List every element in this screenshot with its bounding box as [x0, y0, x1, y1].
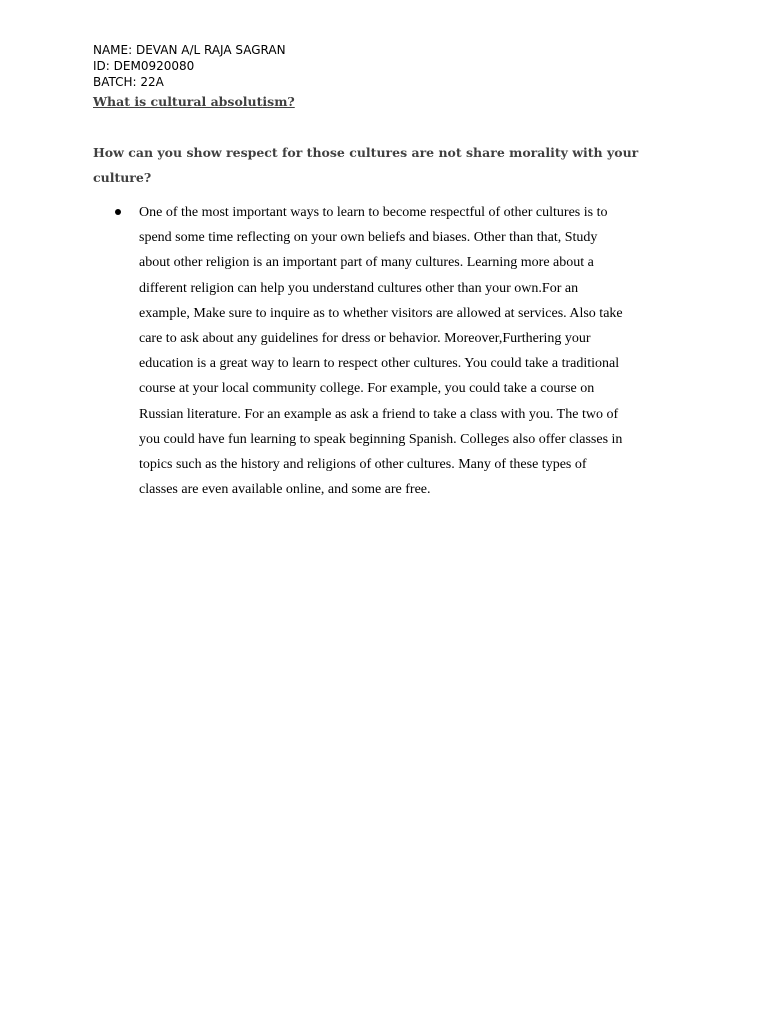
paragraph-line: about other religion is an important part of many cultures. Learning more about a: [139, 255, 594, 271]
paragraph-line: topics such as the history and religions of other cultures. Many of these types of: [139, 457, 587, 473]
bullet-icon: [115, 209, 121, 215]
student-batch: BATCH: 22A: [93, 75, 164, 89]
paragraph-line: classes are even available online, and some are free.: [139, 482, 431, 498]
answer-bullet-item: [93, 200, 693, 502]
paragraph-line: spend some time reflecting on your own beliefs and biases. Other than that, Study: [139, 230, 598, 246]
student-id: ID: DEM0920080: [93, 59, 195, 73]
paragraph-line: Russian literature. For an example as ask a friend to take a class with you. The two of: [139, 406, 619, 422]
answer-paragraph: [139, 200, 693, 502]
paragraph-line: One of the most important ways to learn to become respectful of other cultures is to: [139, 205, 608, 220]
student-info-block: [93, 42, 286, 90]
paragraph-line: course at your local community college. For example, you could take a course on: [139, 381, 595, 397]
paragraph-line: you could have fun learning to speak beginning Spanish. Colleges also offer classes in: [139, 431, 623, 447]
student-name: NAME: DEVAN A/L RAJA SAGRAN: [93, 43, 286, 57]
paragraph-line: different religion can help you understand cultures other than your own.For an: [139, 280, 579, 296]
paragraph-line: example, Make sure to inquire as to whether visitors are allowed at services. Also take: [139, 305, 623, 321]
paragraph-line: care to ask about any guidelines for dress or behavior. Moreover,Furthering your: [139, 331, 591, 347]
answer-bullet-list: [93, 200, 693, 502]
paragraph-line: education is a great way to learn to respect other cultures. You could take a traditional: [139, 356, 620, 372]
question-heading: How can you show respect for those cultures are not share morality with your culture?: [93, 145, 639, 185]
document-title: What is cultural absolutism?: [93, 94, 295, 109]
